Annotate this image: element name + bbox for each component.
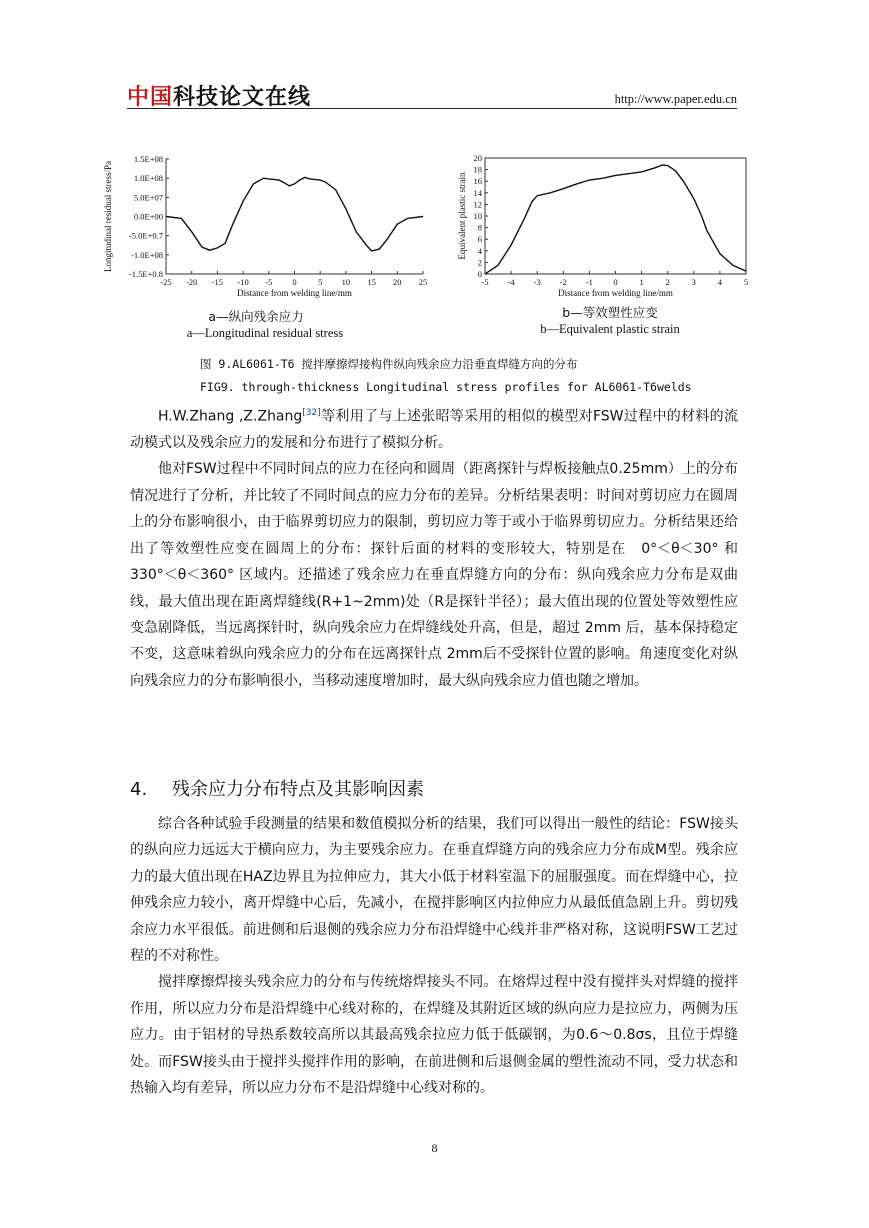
x-tick-label: 1 [639, 277, 644, 287]
section-heading [130, 775, 424, 801]
y-tick-label: -5.0E+0.7 [128, 230, 163, 241]
header-url: http://www.paper.edu.cn [614, 92, 737, 106]
y-tick-label: 1.5E+08 [133, 154, 163, 164]
subcaption-a-en: a—Longitudinal residual stress [186, 326, 344, 340]
x-tick-label: 20 [393, 277, 402, 287]
figure-caption-cn: 图 9.AL6061-T6 搅拌摩擦焊接构件纵向残余应力沿垂直焊缝方向的分布 [200, 357, 578, 371]
paragraph-4: 搅拌摩擦焊接头残余应力的分布与传统熔焊接头不同。在熔焊过程中没有搅拌头对焊缝的搅拌作用，所以应力分布是沿焊缝中心线对称的，在焊缝及其附近区域的纵向应力是拉应力，两侧为压应力。由于铝材的导热系数较高所以其最高残余拉应力低于低碳钢，为0.6～0.8σs，且位于焊缝处。而FSW接头由于搅拌头搅拌作用的影响，在前进侧和后退侧金属的塑性流动不同，受力状态和热输入均有差异，所以应力分布不是沿焊缝中心线对称的。 [130, 974, 738, 1097]
y-tick-label: 6 [477, 234, 482, 245]
body-text-2 [130, 811, 738, 1101]
x-axis-label: Distance from welding line/mm [558, 288, 673, 298]
figure-caption-en: FIG9. through-thickness Longitudinal stress profiles for AL6061-T6welds [200, 380, 692, 394]
y-tick-label: 12 [473, 199, 482, 210]
body-text-1 [130, 400, 738, 694]
x-tick-label: -4 [507, 277, 515, 287]
x-tick-label: -1 [585, 277, 593, 287]
y-tick-label: 18 [473, 164, 482, 175]
x-tick-label: 10 [341, 277, 351, 287]
paragraph-1-text: 等利用了与上述张昭等采用的相似的模型对FSW过程中的材料的流动模式以及残余应力的发展和分布进行了模拟分析。 [130, 408, 738, 452]
y-tick-label: 5.0E+07 [133, 192, 163, 203]
plot-frame [166, 159, 423, 274]
y-tick-label: 0 [477, 269, 482, 279]
chart-b-svg [455, 150, 755, 305]
author-names: H.W.Zhang ,Z.Zhang [158, 408, 303, 425]
y-tick-label: 1.0E+08 [133, 173, 163, 184]
chart-a [100, 150, 440, 305]
paragraph-2: 他对FSW过程中不同时间点的应力在径向和圆周（距离探针与焊板接触点0.25mm）上的分布情况进行了分析，并比较了不同时间点的应力分布的差异。分析结果表明：时间对剪切应力在圆周上的分布影响很小，由于临界剪切应力的限制，剪切应力等于或小于临界剪切应力。分析结果还给出了等效塑性应变在圆周上的分布：探针后面的材料的变形较大，特别是在 0°＜θ＜30° 和 330°＜θ＜360° 区域内。还描述了残余应力在垂直焊缝方向的分布：纵向残余应力分布是双曲线，最大值出现在距离焊缝线(R+1~2mm)处（R是探针半径）；最大值出现的位置处等效塑性应变急剧降低，当远离探针时，纵向残余应力在焊缝线处升高，但是，超过 2mm 后，基本保持稳定不变，这意味着纵向残余应力的分布在远离探针点 2mm后不受探针位置的影响。角速度变化对纵向残余应力的分布影响很小，当移动速度增加时，最大纵向残余应力值也随之增加。 [130, 461, 738, 689]
page-number: 8 [431, 1141, 438, 1155]
x-tick-label: -5 [481, 277, 489, 287]
x-tick-label: 4 [717, 277, 723, 287]
x-tick-label: -20 [186, 277, 198, 287]
y-tick-label: 4 [477, 245, 482, 256]
x-tick-label: 15 [367, 277, 376, 287]
subcaption-b-cn: b—等效塑性应变 [562, 305, 658, 320]
x-tick-label: 0 [613, 277, 618, 287]
x-axis-label: Distance from welding line/mm [237, 288, 352, 298]
x-tick-label: 25 [418, 277, 428, 287]
y-tick-label: 20 [473, 153, 482, 163]
x-tick-label: -5 [265, 277, 273, 287]
x-tick-label: -15 [211, 277, 224, 287]
y-tick-label: 16 [473, 176, 482, 187]
citation-ref[interactable]: [32] [302, 408, 321, 418]
x-tick-label: -25 [160, 277, 172, 287]
header-divider [127, 108, 737, 109]
logo-part2: 科技论文在线 [173, 85, 312, 110]
series-line [485, 165, 746, 274]
x-tick-label: 5 [318, 277, 323, 287]
section-title: 残余应力分布特点及其影响因素 [172, 779, 424, 800]
x-tick-label: -2 [559, 277, 567, 287]
subcaption-a-cn: a—纵向残余应力 [208, 309, 304, 324]
subcaption-b-en: b—Equivalent plastic strain [540, 322, 680, 336]
x-tick-label: 2 [665, 277, 670, 287]
y-tick-label: 2 [477, 257, 482, 268]
y-tick-label: 0.0E+00 [133, 211, 163, 222]
y-tick-label: 14 [473, 187, 482, 198]
paragraph-3: 综合各种试验手段测量的结果和数值模拟分析的结果，我们可以得出一般性的结论：FSW接头的纵向应力远远大于横向应力，为主要残余应力。在垂直焊缝方向的残余应力分布成M型。残余应力的最大值出现在HAZ边界且为拉伸应力，其大小低于材料室温下的屈服强度。而在焊缝中心，拉伸残余应力较小，离开焊缝中心后，先减小，在搅拌影响区内拉伸应力从最低值急剧上升。剪切残余应力水平很低。前进侧和后退侧的残余应力分布沿焊缝中心线并非严格对称，这说明FSW工艺过程的不对称性。 [130, 816, 738, 965]
y-tick-label: 10 [473, 211, 482, 221]
x-tick-label: -10 [237, 277, 249, 287]
chart-b [455, 150, 755, 305]
y-tick-label: 8 [477, 222, 482, 233]
x-tick-label: -3 [533, 277, 541, 287]
paragraph-1 [130, 400, 738, 456]
x-tick-label: 5 [743, 277, 749, 287]
y-axis-label: Longitudinal residual stress/Pa [103, 161, 113, 272]
logo-part1: 中国 [127, 85, 174, 110]
site-logo [127, 80, 311, 111]
y-tick-label: -1.0E+08 [131, 249, 163, 260]
y-tick-label: -1.5E+0.8 [128, 269, 163, 279]
y-axis-label: Equivalent plastic strain [457, 172, 467, 260]
x-tick-label: 0 [292, 277, 297, 287]
chart-a-svg [100, 150, 440, 305]
section-number: 4. [130, 779, 148, 800]
x-tick-label: 3 [691, 277, 696, 287]
series-line [166, 177, 423, 251]
